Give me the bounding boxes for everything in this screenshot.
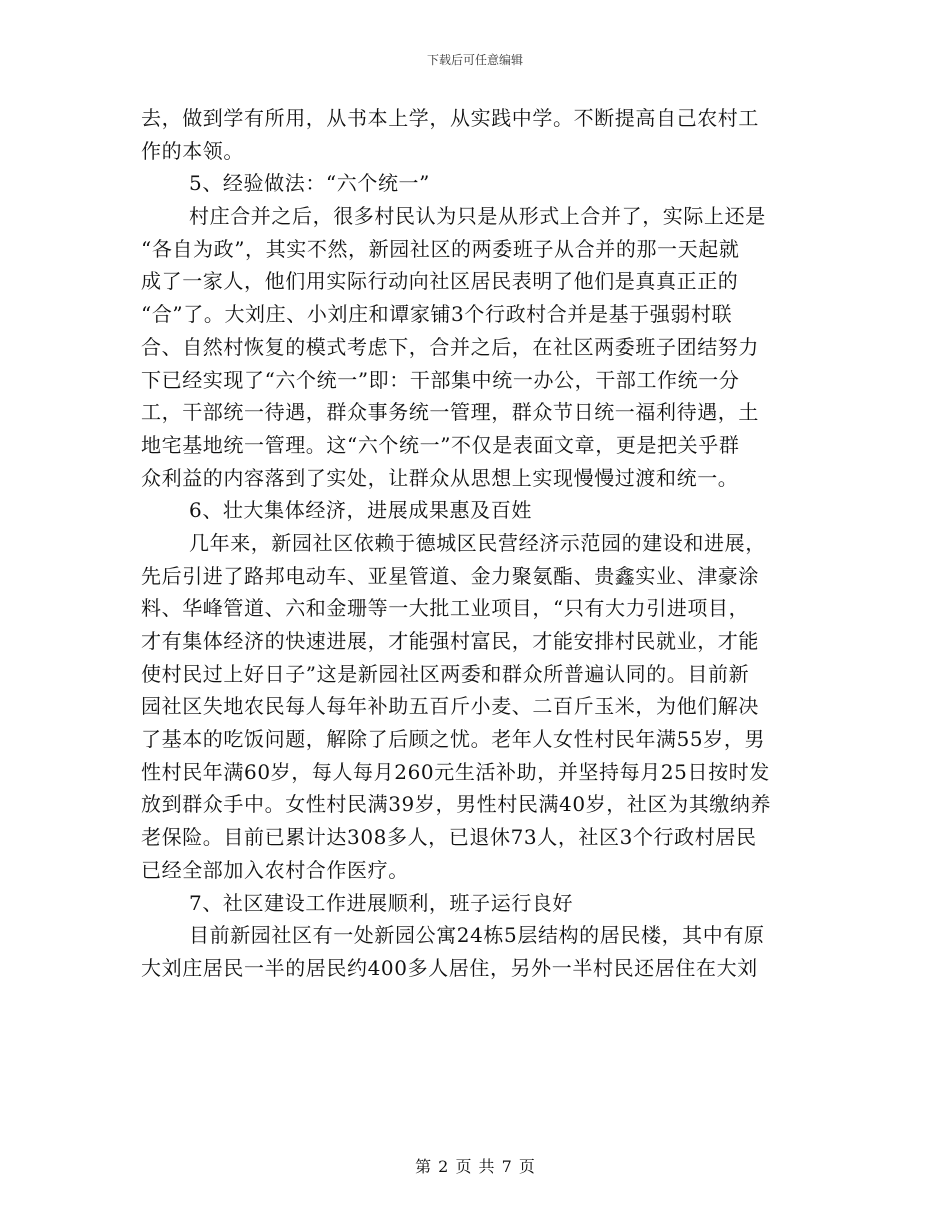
- page-header: 下载后可任意编辑: [426, 53, 523, 67]
- text-line: 性村民年满60岁，每人每月260元生活补助，并坚持每月25日按时发: [141, 759, 770, 784]
- text-line: 目前新园社区有一处新园公寓24栋5层结构的居民楼，其中有原: [189, 923, 765, 948]
- text-line: 成了一家人，他们用实际行动向社区居民表明了他们是真真正正的: [141, 269, 739, 294]
- text-line: 才有集体经济的快速进展，才能强村富民，才能安排村民就业，才能: [141, 629, 759, 653]
- text-line: 几年来，新园社区依赖于德城区民营经济示范园的建设和进展，: [189, 530, 766, 555]
- text-line: 下已经实现了“六个统一”即：干部集中统一办公，干部工作统一分: [141, 367, 740, 392]
- text-line: 老保险。目前已累计达308多人，已退休73人，社区3个行政村居民: [141, 825, 757, 850]
- text-line: 合、自然村恢复的模式考虑下，合并之后，在社区两委班子团结努力: [141, 334, 759, 359]
- text-line: 大刘庄居民一半的居民约400多人居住，另外一半村民还居住在大刘: [141, 955, 758, 980]
- text-line: 作的本领。: [141, 138, 244, 163]
- text-line: 使村民过上好日子”这是新园社区两委和群众所普遍认同的。目前新: [141, 661, 750, 686]
- document-body: [141, 102, 809, 985]
- text-line: “合”了。大刘庄、小刘庄和谭家铺3个行政村合并是基于强弱村联: [141, 302, 733, 327]
- text-line: 地宅基地统一管理。这“六个统一”不仅是表面文章，更是把关乎群: [141, 432, 740, 457]
- text-line: 6、壮大集体经济，进展成果惠及百姓: [189, 498, 532, 523]
- text-line: 众利益的内容落到了实处，让群众从思想上实现慢慢过渡和统一。: [141, 465, 739, 490]
- text-line: 料、华峰管道、六和金珊等一大批工业项目，“只有大力引进项目，: [141, 596, 750, 621]
- text-line: 已经全部加入农村合作医疗。: [141, 857, 409, 882]
- text-line: “各自为政”，其实不然，新园社区的两委班子从合并的那一天起就: [141, 236, 740, 261]
- text-line: 村庄合并之后，很多村民认为只是从形式上合并了，实际上还是: [189, 204, 766, 229]
- text-line: 放到群众手中。女性村民满39岁，男性村民满40岁，社区为其缴纳养: [141, 792, 772, 817]
- text-line: 先后引进了路邦电动车、亚星管道、金力聚氨酯、贵鑫实业、津豪涂: [141, 563, 759, 588]
- text-line: 了基本的吃饭问题，解除了后顾之忧。老年人女性村民年满55岁，男: [141, 727, 766, 752]
- text-line: 园社区失地农民每人每年补助五百斤小麦、二百斤玉米，为他们解决: [141, 694, 759, 719]
- text-line: 7、社区建设工作进展顺利，班子运行良好: [189, 890, 574, 915]
- page-footer: 第 2 页 共 7 页: [415, 1157, 535, 1176]
- text-line: 去，做到学有所用，从书本上学，从实践中学。不断提高自己农村工: [141, 106, 759, 130]
- text-line: 5、经验做法：“六个统一”: [189, 171, 430, 196]
- text-line: 工，干部统一待遇，群众事务统一管理，群众节日统一福利待遇，土: [141, 400, 759, 425]
